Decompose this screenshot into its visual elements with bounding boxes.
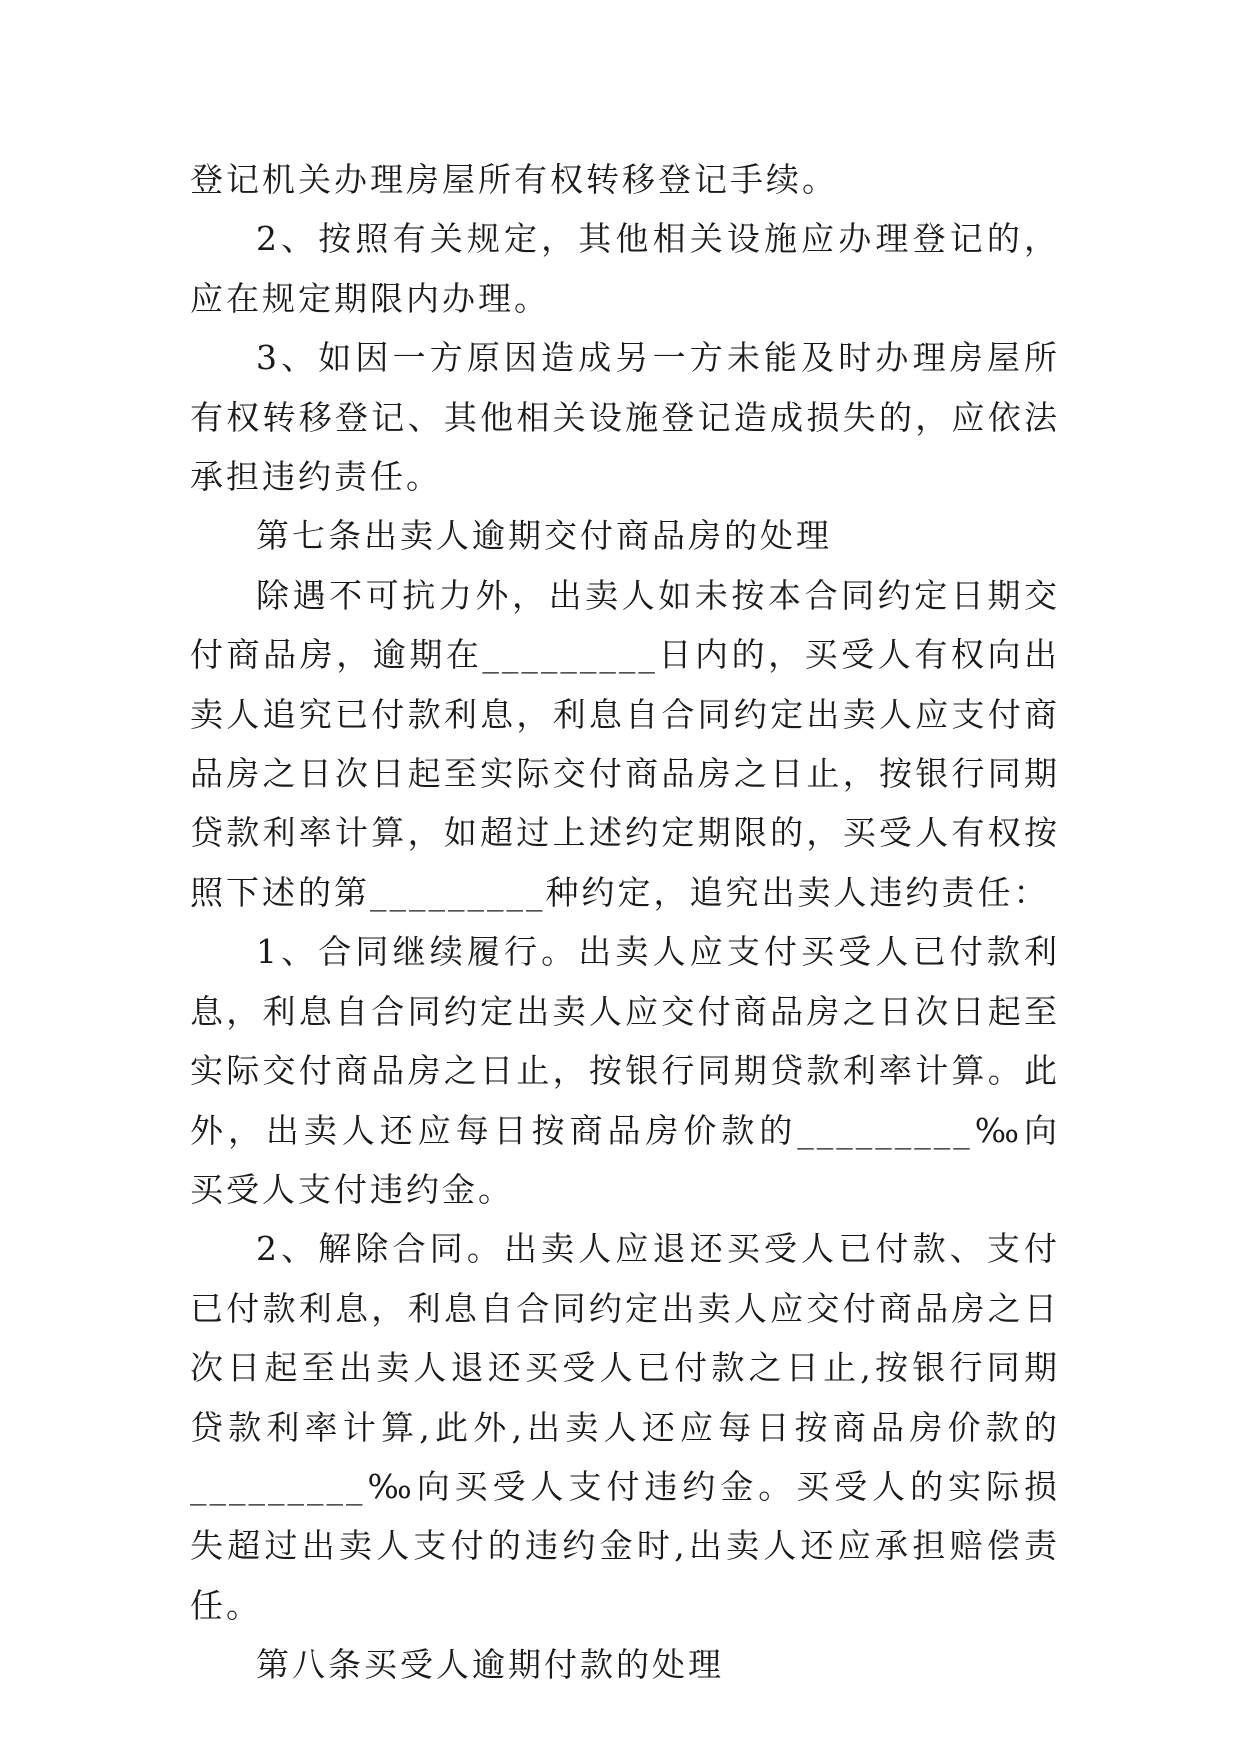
- paragraph-item-2-facility-registration: 2、按照有关规定，其他相关设施应办理登记的，应在规定期限内办理。: [190, 219, 1060, 318]
- document-body: [190, 150, 1060, 1695]
- article-8-heading: 第八条买受人逾期付款的处理: [256, 1645, 724, 1685]
- paragraph-item-3-liability: 3、如因一方原因造成另一方未能及时办理房屋所有权转移登记、其他相关设施登记造成损失的，应依法承担违约责任。: [190, 338, 1060, 497]
- paragraph-option-1-continue-contract: 1、合同继续履行。出卖人应支付买受人已付款利息，利息自合同约定出卖人应交付商品房之日次日起至实际交付商品房之日止，按银行同期贷款利率计算。此外，出卖人还应每日按商品房价款的_________‰向买受人支付违约金。: [190, 932, 1060, 1209]
- paragraph-option-2-terminate-contract: 2、解除合同。出卖人应退还买受人已付款、支付已付款利息，利息自合同约定出卖人应交付商品房之日次日起至出卖人退还买受人已付款之日止,按银行同期贷款利率计算,此外,出卖人还应每日按商品房价款的_________‰向买受人支付违约金。买受人的实际损失超过出卖人支付的违约金时,出卖人还应承担赔偿责任。: [190, 1229, 1060, 1625]
- paragraph-registration-procedure: 登记机关办理房屋所有权转移登记手续。: [190, 160, 838, 199]
- article-7-heading: 第七条出卖人逾期交付商品房的处理: [256, 516, 832, 556]
- paragraph-article-7-body: 除遇不可抗力外，出卖人如未按本合同约定日期交付商品房，逾期在_________日内的，买受人有权向出卖人追究已付款利息，利息自合同约定出卖人应支付商品房之日次日起至实际交付商品房之日止，按银行同期贷款利率计算，如超过上述约定期限的，买受人有权按照下述的第_________种约定，追究出卖人违约责任：: [190, 575, 1060, 912]
